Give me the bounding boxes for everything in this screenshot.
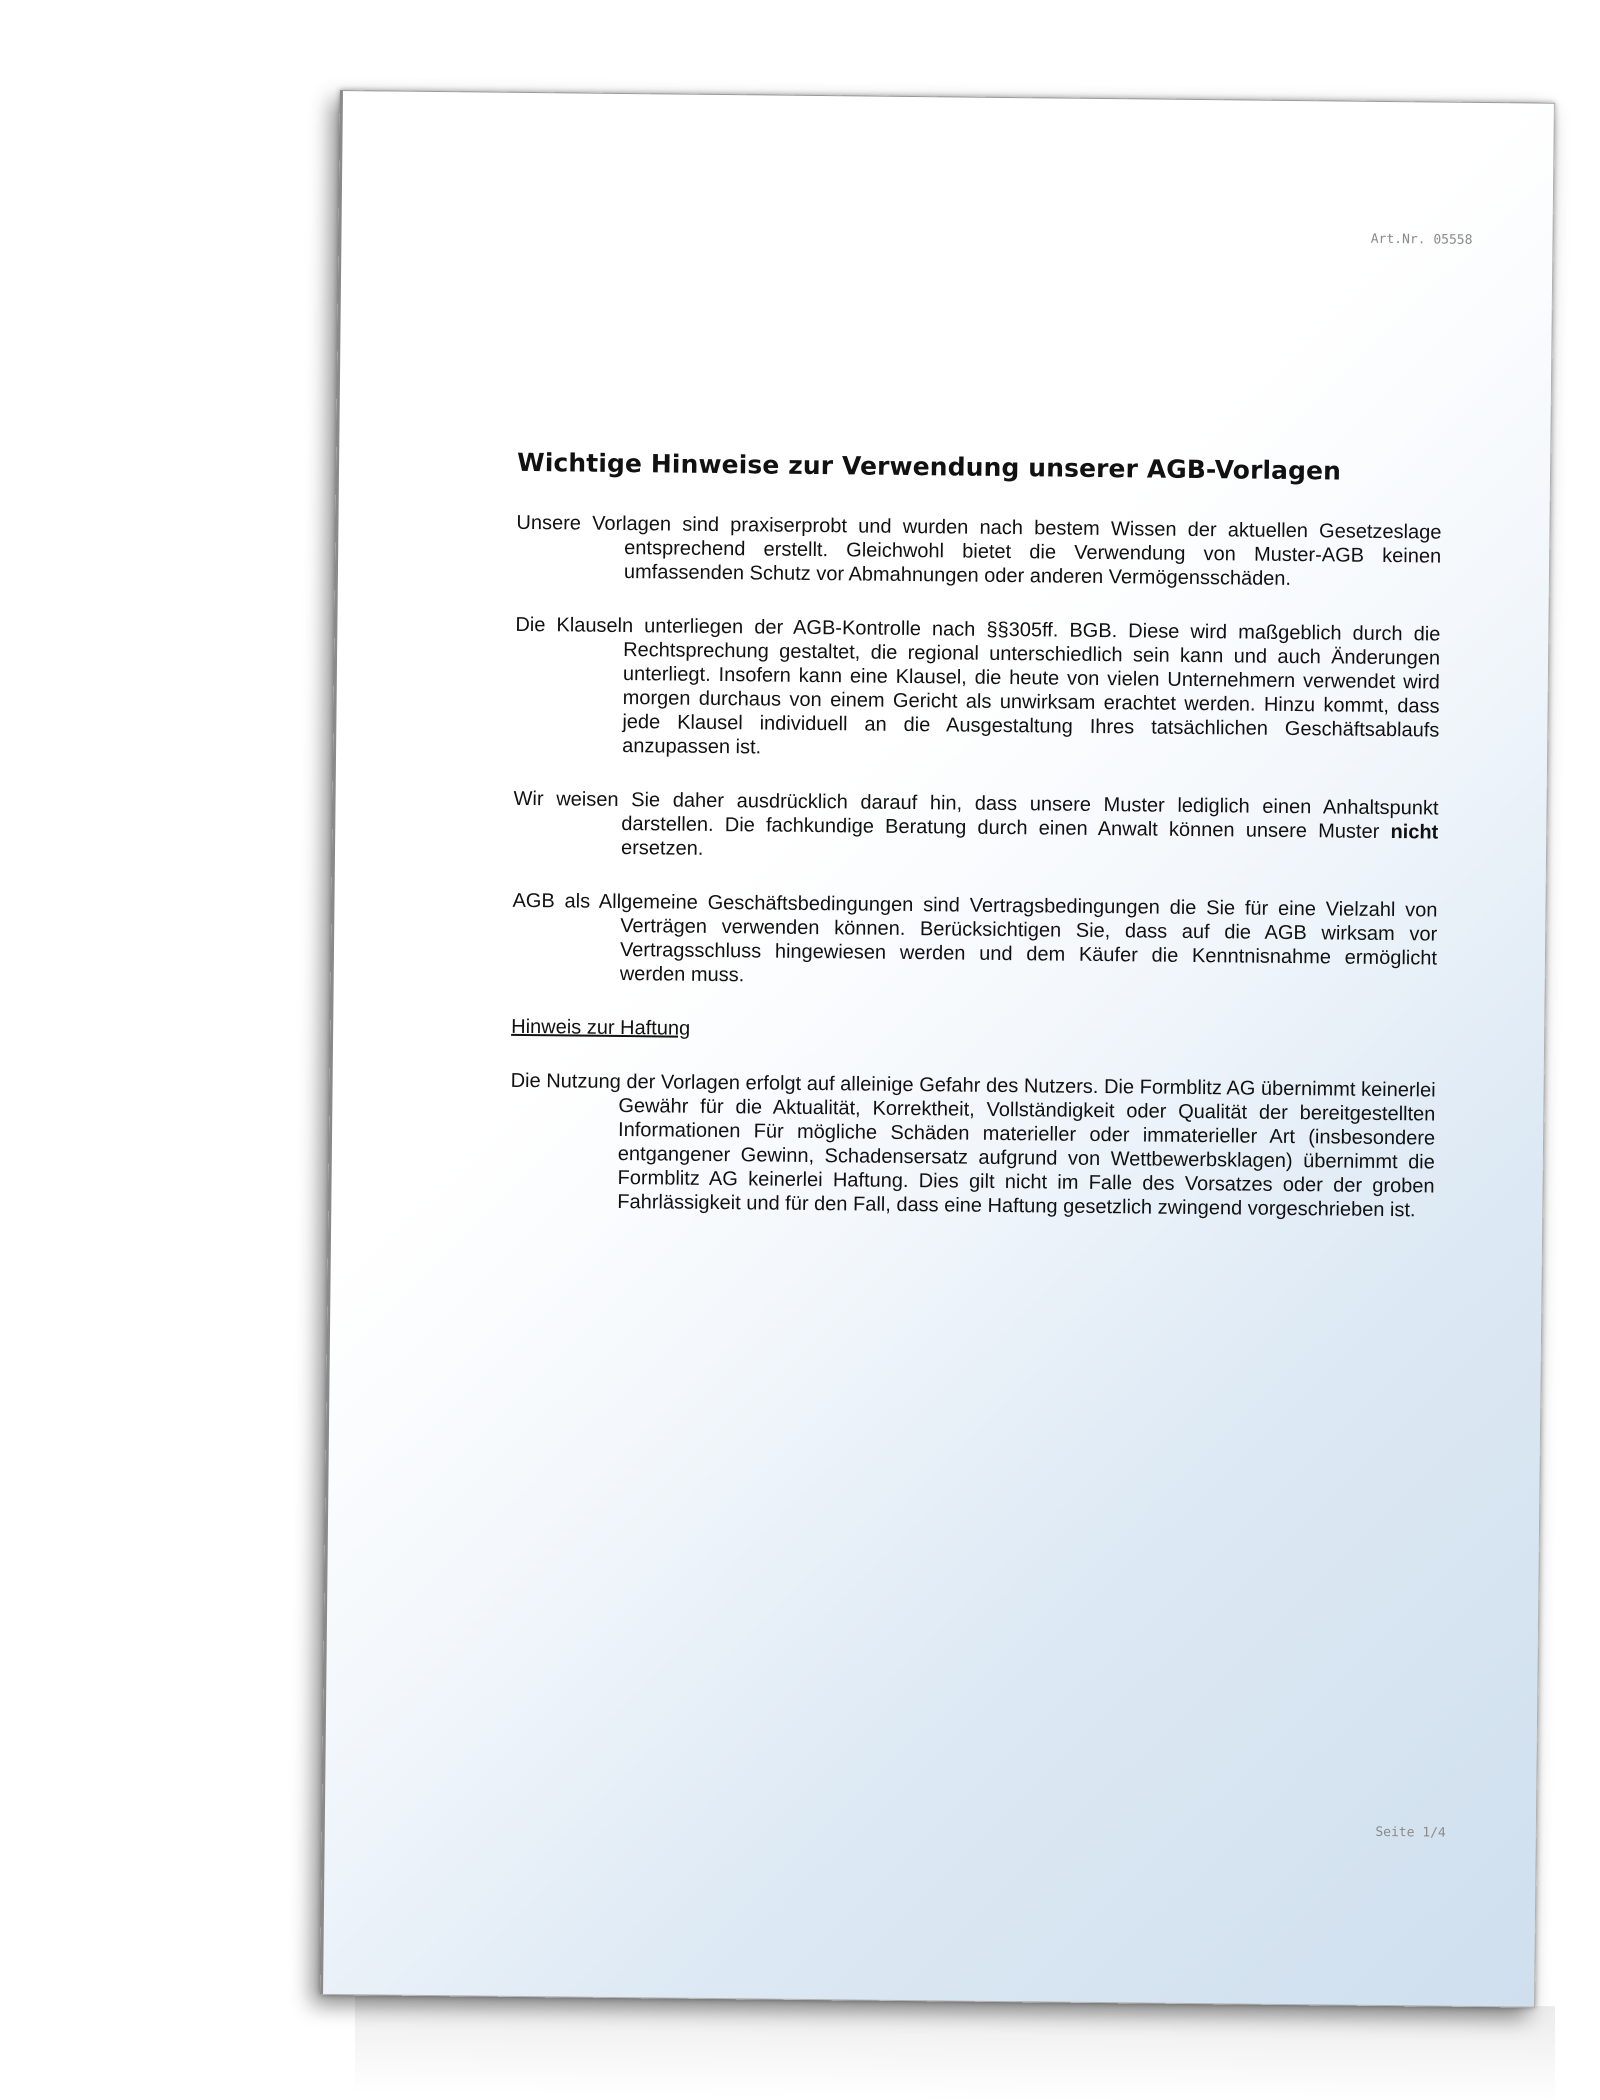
paragraph: AGB als Allgemeine Geschäftsbedingungen sind Vertragsbedingungen die Sie für eine Vielzahl von Verträgen verwenden können. Berücksichtigen Sie, dass auf die AGB wirksam vor Vertragsschluss hingewiesen werden und dem Käufer die Kenntnisnahme ermöglicht werden muss. [512,889,1438,987]
emphasis-text: nicht [1390,821,1439,844]
paragraph-text: ersetzen. [620,836,704,860]
article-number: Art.Nr. 05558 [1370,231,1473,248]
section-heading: Hinweis zur Haftung [511,1015,691,1040]
paragraph-text: Wir weisen Sie daher ausdrücklich darauf hin, dass unsere Muster lediglich einen Anhaltspunkt darstellen. Die fachkundige Beratung durch einen Anwalt können unsere Muster [513,787,1439,844]
document-body [509,511,1442,1253]
paragraph [513,787,1439,869]
paragraph: Die Nutzung der Vorlagen erfolgt auf alleinige Gefahr des Nutzers. Die Formblitz AG übernimmt keinerlei Gewähr für die Aktualität, Korrektheit, Vollständigkeit oder Qualität der bereitgestellten Informationen Für mögliche Schäden materieller oder immaterieller Art (insbesondere entgangener Gewinn, Schadensersatz aufgrund von Wettbewerbsklagen) übernimmt die Formblitz AG keinerlei Haftung. Dies gilt nicht im Falle des Vorsatzes oder der groben Fahrlässigkeit und für den Fall, dass eine Haftung gesetzlich zwingend vorgeschrieben ist. [510,1069,1436,1222]
document-title: Wichtige Hinweise zur Verwendung unserer AGB-Vorlagen [516,447,1342,486]
page-reflection [355,1994,1555,2100]
paragraph: Die Klauseln unterliegen der AGB-Kontrolle nach §§305ff. BGB. Diese wird maßgeblich durch die Rechtsprechung gestaltet, die regional unterschiedlich sein kann und auch Änderungen unterliegt. Insofern kann eine Klausel, die heute von vielen Unternehmern verwendet wird morgen durchaus von einem Gericht als unwirksam erachtet werden. Hinzu kommt, dass jede Klausel individuell an die Ausgestaltung Ihres tatsächlichen Geschäftsablaufs anzupassen ist. [515,613,1441,759]
paragraph: Unsere Vorlagen sind praxiserprobt und wurden nach bestem Wissen der aktuellen Gesetzeslage entsprechend erstellt. Gleichwohl bietet die Verwendung von Muster-AGB keinen umfassenden Schutz vor Abmahnungen oder anderen Vermögensschäden. [516,511,1442,590]
page-number: Seite 1/4 [1375,1824,1446,1841]
document-page [320,90,1555,2008]
